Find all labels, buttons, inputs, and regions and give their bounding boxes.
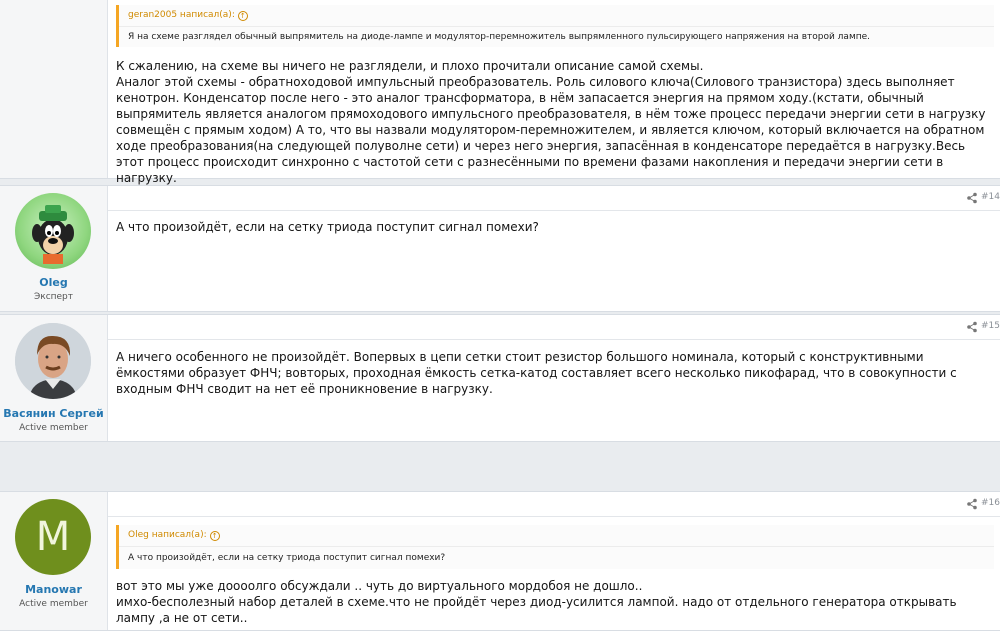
user-title: Эксперт <box>33 292 74 302</box>
post-body: вот это мы уже доооолго обсуждали .. чуть до виртуального мордобоя не дошло.. имхо-бесполезный набор деталей в схеме.что не пройдёт через диод-усилится лампой. надо от отдельного генератора открывать лампу ,а не от сети.. <box>116 579 957 625</box>
quote-block <box>116 525 994 569</box>
user-cell <box>0 186 108 311</box>
user-photo-icon <box>15 323 91 399</box>
message-cell <box>108 0 1000 185</box>
message-header <box>108 492 1000 517</box>
message-header <box>108 186 1000 211</box>
post-15 <box>0 314 1000 442</box>
user-cell <box>0 0 108 178</box>
jump-to-quote-icon[interactable]: ↑ <box>238 11 248 21</box>
post-body: А ничего особенного не произойдёт. Вопервых в цепи сетки стоит резистор большого номинала, который с конструктивными ёмкостями образует ФНЧ; вовторых, проходная ёмкость сетка-катод составляет всего несколько пикофарад, что в совокупности с входным ФНЧ сводит на нет её проникновение в нагрузку. <box>116 350 957 396</box>
post-number-link[interactable]: #16 <box>981 498 1000 508</box>
message-cell <box>108 315 1000 441</box>
post-body: А что произойдёт, если на сетку триода поступит сигнал помехи? <box>116 220 539 234</box>
avatar-letter: M <box>35 514 71 560</box>
post-number-link[interactable]: #15 <box>981 321 1000 331</box>
message-cell <box>108 492 1000 630</box>
user-title: Active member <box>19 599 88 609</box>
quote-text: Я на схеме разглядел обычный выпрямитель на диоде-лампе и модулятор-перемножитель выпрямленного пульсирующего напряжения на второй лампе. <box>128 32 871 42</box>
post-16 <box>0 491 1000 631</box>
share-icon[interactable] <box>966 321 978 333</box>
post-body: К сжалению, на схеме вы ничего не разглядели, и плохо прочитали описание самой схемы. Аналог этой схемы - обратноходовой импульсный преобразователь. Роль силового ключа(Силового транзистора) здесь выполняет кенотрон. Конденсатор после него - это аналог трансформатора, в нём запасается энергия на прямом ходу.(кстати, обычный выпрямитель является аналогом прямоходового импульсного преобразователя, в нём тоже процесс передачи энергии сети в нагрузку совмещён с прямым ходом) А то, что вы назвали модулятором-перемножителем, и является ключом, который включается на обратном ходе преобразования(на следующей полуволне сети) и через него энергия, запасённая в конденсаторе передаётся в нагрузку.Весь этот процесс происходит синхронно с частотой сети с разнесёнными по времени фазами накопления и передачи энергии сети в нагрузку. <box>116 59 986 185</box>
user-cell <box>0 315 108 441</box>
username-link[interactable]: Manowar <box>25 583 82 596</box>
goofy-avatar-icon <box>15 193 91 269</box>
post-number-link[interactable]: #14 <box>981 192 1000 202</box>
jump-to-quote-icon[interactable]: ↑ <box>210 531 220 541</box>
username-link[interactable]: Васянин Сергей <box>3 407 104 420</box>
message-header <box>108 315 1000 340</box>
quote-text: А что произойдёт, если на сетку триода поступит сигнал помехи? <box>128 553 446 563</box>
avatar[interactable] <box>15 323 91 399</box>
user-title: Active member <box>19 423 88 433</box>
post-13 <box>0 0 1000 185</box>
quote-author-link[interactable]: geran2005 написал(а): ↑ <box>128 10 248 21</box>
quote-block <box>116 5 994 47</box>
avatar[interactable] <box>15 499 91 575</box>
post-14 <box>0 185 1000 312</box>
username-link[interactable]: Oleg <box>39 276 68 289</box>
quote-author-link[interactable]: Oleg написал(а): ↑ <box>128 530 220 541</box>
share-icon[interactable] <box>966 498 978 510</box>
user-cell <box>0 492 108 630</box>
share-icon[interactable] <box>966 192 978 204</box>
avatar[interactable] <box>15 193 91 269</box>
message-cell <box>108 186 1000 311</box>
